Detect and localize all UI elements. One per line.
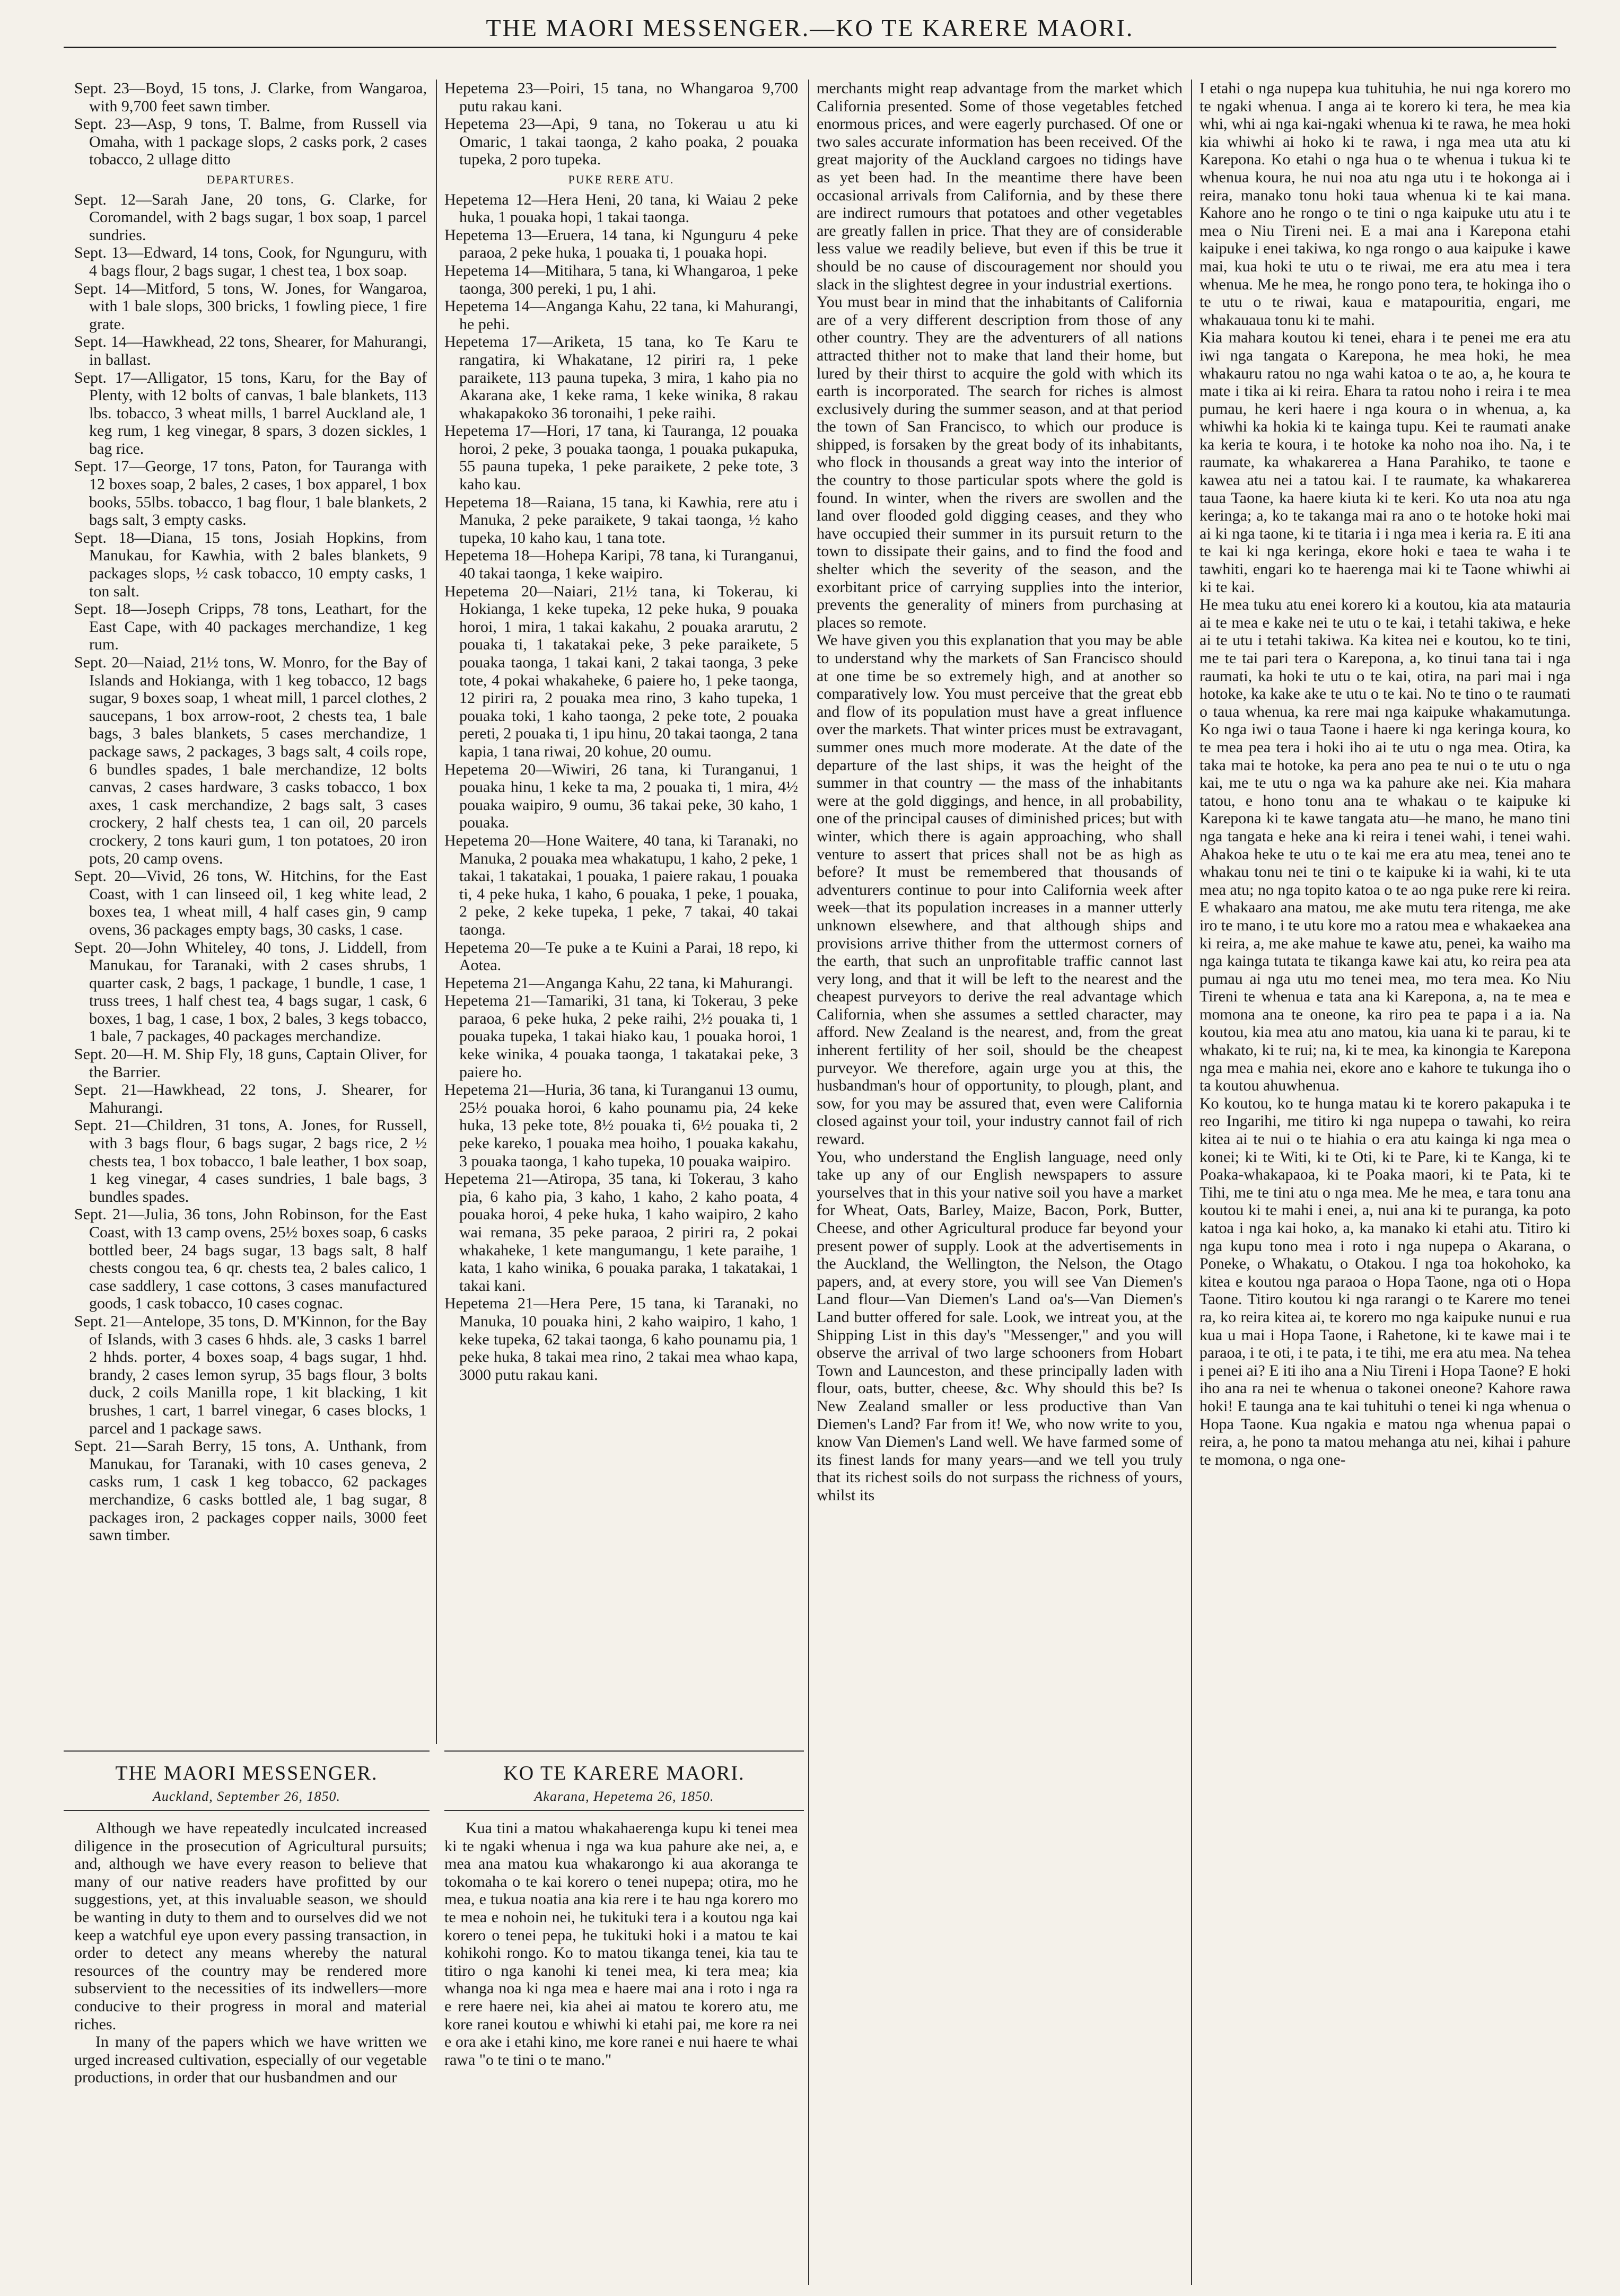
paragraph: Kua tini a matou whakahaerenga kupu ki tenei mea ki te ngaki whenua i nga wa kua pahure ake nei, a, e mea ana matou kua whakarongo ki aua akoranga te tokomaha o te kai korero o tenei nupepa; otira, mo he mea, e tukua noatia ana kia rere i te hau nga korero mo te mea e nohoin nei, he tukituki tera i a koutou nga kai korero o tenei pepa, he tukituki hoki i a matou te kai kohikohi rongo. Ko to matou tikanga tenei, kia tau te titiro o nga kanohi ki tenei mea, ki tera mea; kia whanga noa ki nga mea e haere mai ana i roto i nga ra e rere haere nei, kia ahei ai matou te korero atu, me kore ranei koutou e whiwhi ki etahi pai, me kore ra nei e ora ake i etahi kino, me kore ranei e nui haere te whai rawa "o te tini o te mano." [444,1819,798,2069]
paragraph: We have given you this explanation that you may be able to understand why the markets of San Francisco should at one time be so extremely high, and at another so comparatively low. You must perceive that the great ebb and flow of its population must have a great influence over the markets. That winter prices must be extravagant, summer ones much more moderate. At the date of the departure of the last ships, it was the height of the summer in that country — the mass of the inhabitants were at the gold diggings, and hence, in all probability, one of the principal causes of diminished prices; but with winter, which there is again approaching, who shall venture to assert that prices shall not be as high as before? It must be remembered that thousands of adventurers continue to pour into California week after week—that its population increases in a manner utterly unknown elsewhere, and that although ships and provisions arrive thither from the uttermost corners of the earth, that such an unprofitable traffic cannot last very long, and that it will be left to the nearest and the cheapest purveyors to derive the real advantage which California, when she assumes a settled character, may afford. New Zealand is the nearest, and, from the great inherent fertility of her soil, should be the cheapest purveyor. We therefore, again urge you at this, the husbandman's hour of opportunity, to plough, plant, and sow, for you may be assured that, even were California closed against your toil, your industry cannot fail of rich reward. [817,631,1183,1148]
paragraph: Hepetema 23—Api, 9 tana, no Tokerau u atu ki Omaric, 1 takai taonga, 2 kaho poaka, 2 pouaka tupeka, 2 poro tupeka. [444,115,798,169]
shipping-column-english [74,80,427,1544]
paragraph: Sept. 20—Vivid, 26 tons, W. Hitchins, for the East Coast, with 1 can linseed oil, 1 keg white lead, 2 boxes tea, 1 wheat mill, 4 half cases gin, 9 camp ovens, 36 packages empty bags, 30 casks, 1 case. [74,867,427,938]
paragraph: He mea tuku atu enei korero ki a koutou, kia ata matauria ai te mea e kake nei te utu o te kai, i tetahi takiwa, e heke ai te utu i tetahi takiwa. Ka kitea nei e koutou, ko te tini, me te tai pari tera o Karepona, a, ko tinui tana tai i nga raumati, ka hoki te utu o te kai, otira, na pari mai i nga hotoke, ka kake ake te utu o te kai. No te tino o te raumati o taua whenua, ka rere mai nga kaipuke whakamutunga. Ko nga iwi o taua Taone i haere ki nga keringa koura, ko te mea pea tera i hoki iho ai te utu o nga mea. Otira, ka taka mai te hotoke, ka pera ano pea te nui o te utu o nga kai, me te utu o nga wa ka pahure ake nei. Kia mahara tatou, e hono tonu ana te whakau o te kaipuke ki Karepona ki te kawe tangata atu—he mano, he mano tini nga tangata e heke ana ki reira i tenei wahi, i tenei wahi. Ahakoa heke te utu o te kai me era atu mea, tenei ano te whakau tonu nei te tini o te kaipuke ki ia wahi, ki te uta mea atu; no nga topito katoa o te ao nga puke rere ki reira. E whakaaro ana matou, me ake mutu tera ritenga, me ake iro te mano, i te utu kore mo a ratou mea e whakaekea ana ki reira, a, me ake mahue te kawe atu, penei, ka waiho ma nga kainga tutata te tikanga kawe kai atu, ko reira pea ata pumau ai nga utu mo tenei mea, mo tera mea. Ko Niu Tireni te whenua e tata ana ki Karepona, a, na te mea e momona ana te oneone, ka riro pea te papa i a ia. Na koutou, kia mea atu ano matou, kia uana ki te parau, ki te whakato, ki te rui; na, ki te mea, ka kinongia te Karepona nga mea e mahia nei, ekore ano e kahore te tukunga iho o ta koutou ahuwhenua. [1199,596,1571,1095]
paragraph: Sept. 20—H. M. Ship Fly, 18 guns, Captain Oliver, for the Barrier. [74,1045,427,1081]
paragraph: Sept. 21—Hawkhead, 22 tons, J. Shearer, for Mahurangi. [74,1081,427,1116]
paragraph: Sept. 21—Children, 31 tons, A. Jones, for Russell, with 3 bags flour, 6 bags sugar, 2 bags rice, 2 ½ chests tea, 1 box tobacco, 1 bale leather, 1 box soap, 1 keg vinegar, 4 cases sundries, 1 bale bags, 3 bundles spades. [74,1116,427,1206]
paragraph: In many of the papers which we have written we urged increased cultivation, especially of our vegetable productions, in order that our husbandmen and our [74,2033,427,2087]
paragraph: Sept. 21—Julia, 36 tons, John Robinson, for the East Coast, with 13 camp ovens, 25½ boxes soap, 6 casks bottled beer, 24 bags sugar, 13 bags salt, 8 half chests congou tea, 6 qr. chests tea, 2 bales calico, 1 case saddlery, 1 case cottons, 3 cases manufactured goods, 1 cask tobacco, 10 cases cognac. [74,1206,427,1313]
paragraph: DEPARTURES. [206,172,295,186]
shipping-column-maori [444,80,798,1384]
paragraph: Sept. 23—Boyd, 15 tons, J. Clarke, from Wangaroa, with 9,700 feet sawn timber. [74,80,427,115]
paragraph: Sept. 17—Alligator, 15 tons, Karu, for the Bay of Plenty, with 12 bolts of canvas, 1 bale blankets, 113 lbs. tobacco, 3 wheat mills, 1 barrel Auckland ale, 1 keg rum, 1 keg vinegar, 8 spars, 3 dozen sickles, 1 bag rice. [74,368,427,458]
masthead-english [64,1759,430,1806]
paragraph: Hepetema 23—Poiri, 15 tana, no Whangaroa 9,700 putu rakau kani. [444,80,798,115]
paragraph: Sept. 18—Joseph Cripps, 78 tons, Leathart, for the East Cape, with 40 packages merchandize, 1 keg rum. [74,600,427,654]
paragraph: Sept. 23—Asp, 9 tons, T. Balme, from Russell via Omaha, with 1 package slops, 2 casks pork, 2 cases tobacco, 2 ullage ditto [74,115,427,169]
paragraph: Sept. 14—Mitford, 5 tons, W. Jones, for Wangaroa, with 1 bale slops, 300 bricks, 1 fowling piece, 1 fire grate. [74,279,427,333]
paragraph: Hepetema 21—Anganga Kahu, 22 tana, ki Mahurangi. [444,974,793,992]
divider [64,1750,430,1752]
paragraph: Sept. 21—Antelope, 35 tons, D. M'Kinnon, for the Bay of Islands, with 3 cases 6 hhds. ale, 3 casks 1 barrel 2 hhds. porter, 4 boxes soap, 4 bags sugar, 1 hhd. brandy, 2 cases lemon syrup, 35 bags flour, 3 bolts duck, 2 coils Manilla rope, 1 kit blacking, 1 kit brushes, 1 cart, 1 barrel vinegar, 6 cases blocks, 1 parcel and 1 package saws. [74,1312,427,1437]
dateline: Auckland, September 26, 1850. [153,1789,340,1804]
paragraph: I etahi o nga nupepa kua tuhituhia, he nui nga korero mo te ngaki whenua. I anga ai te korero ki tera, he mea kia whi, whi ai nga kai-ngaki whenua ki te rawa, he mea hoki kia whiwhi ai hoko ki te rawa, i nga mea uta atu ki Karepona. Ko etahi o nga hua o te whenua i tukua ki te whenua koura, he nui noa atu nga utu i te hokonga ai i reira, manako tonu hoki taua whenua ki te kai mana. Kahore ano he rongo o te tini o nga kaipuke utu atu i te mea o Niu Tireni nei. E a mai ana i Karepona etahi kaipuke i enei takiwa, ko nga rongo o aua kaipuke i kawe mai, kua hoki te utu o te riwai, me era atu mea i tera whenua. Me he mea, he rongo pono tera, te hokinga iho o te utu o te riwai, kaua e matapouritia, engari, me whakauaua tonu ki te mahi. [1199,80,1571,329]
paragraph: Hepetema 12—Hera Heni, 20 tana, ki Waiau 2 peke huka, 1 pouaka hopi, 1 takai taonga. [444,190,798,226]
paper-title: THE MAORI MESSENGER. [115,1762,378,1784]
column-rule [808,80,809,2285]
dateline: Akarana, Hepetema 26, 1850. [534,1789,714,1804]
paragraph: Hepetema 20—Wiwiri, 26 tana, ki Turanganui, 1 pouaka hinu, 1 keke ta ma, 2 pouaka ti, 1 mira, 4½ pouaka waipiro, 9 oumu, 36 takai peke, 30 kaho, 1 pouaka. [444,760,798,832]
paragraph: Sept. 21—Sarah Berry, 15 tons, A. Unthank, from Manukau, for Taranaki, with 10 cases geneva, 2 casks rum, 1 cask 1 keg tobacco, 62 packages merchandize, 6 casks bottled ale, 1 bag sugar, 8 packages iron, 2 packages copper nails, 3000 feet sawn timber. [74,1437,427,1544]
paragraph: Sept. 17—George, 17 tons, Paton, for Tauranga with 12 boxes soap, 2 bales, 2 cases, 1 box apparel, 1 box books, 55lbs. tobacco, 1 bag flour, 1 bale blankets, 2 bags salt, 3 empty casks. [74,458,427,529]
paragraph: Ko koutou, ko te hunga matau ki te korero pakapuka i te reo Ingarihi, me titiro ki nga nupepa o tawahi, ko reira kitea ai te nui o te hiahia o era atu kainga ki nga mea o konei; ki te Witi, ki te Oti, ki te Pare, ki te Kanga, ki te Poaka-whakapaoa, ki te Poaka maori, ki te Pata, ki te Tihi, me te tini atu o nga mea. Me he mea, e tara tonu ana koutou ki te mahi i enei, a, nui ana ki te puranga, ka poto katoa i nga kai hoko, a, ka manako ki etahi atu. Titiro ki nga kupu tono mea i roto i nga nupepa o Akarana, o Poneke, o Whakatu, o Otakou. I nga toa hokohoko, ka kitea e koutou nga paraoa o Hopa Taone, nga oti o Hopa Taone. Titiro koutou ki nga rarangi o te Karere mo tenei ra, ko reira kitea ai, te korero mo nga kaipuke nunui e rua kua u mai i Hopa Taone, i Rahetone, ki te kawe mai i te paraoa, i te oti, i te pata, i te tihi, me era atu mea. Na tehea i penei ai? E iti iho ana a Niu Tireni i Hopa Taone? E hoki iho ana ra nei te whenua o takonei oneone? Kahore rawa hoki! E taunga ana te kai tuhituhi o tenei ki nga whenua o Hopa Taone. Kua ngakia e matou nga whenua papai o reira, a, he pono ta matou mehanga atu nei, kihai i pahure te momona, o nga one- [1199,1094,1571,1468]
paragraph: Hepetema 21—Tamariki, 31 tana, ki Tokerau, 3 peke paraoa, 6 peke huka, 2 peke raihi, 2½ pouaka ti, 1 pouaka tupeka, 1 takai hiako kau, 1 pouaka horoi, 1 keke winika, 4 pouaka taonga, 1 takatakai peke, 3 paiere ho. [444,992,798,1081]
paragraph: Hepetema 17—Ariketa, 15 tana, ko Te Karu te rangatira, ki Whakatane, 12 piriri ra, 1 peke paraikete, 113 pauna tupeka, 3 mira, 1 kaho pia no Akarana ake, 1 keke rama, 1 keke winika, 8 rakau whakapakoko 36 toronaihi, 1 peke raihi. [444,333,798,422]
paragraph: You, who understand the English language, need only take up any of our English newspapers to assure yourselves that in this your native soil you have a market for Wheat, Oats, Barley, Maize, Bacon, Pork, Butter, Cheese, and other Agricultural produce far beyond your present power of supply. Look at the advertisements in the Auckland, the Wellington, the Nelson, the Otago papers, and, at every store, you will see Van Diemen's Land flour—Van Diemen's Land oa's—Van Diemen's Land butter offered for sale. Look, we intreat you, at the Shipping List in this day's "Messenger," and you will observe the arrival of two large schooners from Hobart Town and Launceston, and these principally laden with flour, oats, butter, cheese, &c. Why should this be? Is New Zealand smaller or less productive than Van Diemen's Land? Far from it! We, who now write to you, know Van Diemen's Land well. We have farmed some of its finest lands for many years—and we tell you truly that its richest soils do not surpass the richness of yours, whilst its [817,1148,1183,1504]
paragraph: Sept. 14—Hawkhead, 22 tons, Shearer, for Mahurangi, in ballast. [74,333,427,368]
leader-article-maori [444,1819,798,2069]
paragraph: Sept. 20—John Whiteley, 40 tons, J. Liddell, from Manukau, for Taranaki, with 2 cases shrubs, 1 quarter cask, 2 bags, 1 package, 1 bundle, 1 case, 1 truss trees, 1 half chest tea, 4 bags sugar, 1 cask, 6 boxes, 1 bag, 1 case, 1 box, 2 bales, 3 kegs tobacco, 1 bale, 7 packages, 40 packages merchandize. [74,938,427,1045]
divider [444,1750,804,1752]
paragraph: Hepetema 20—Te puke a te Kuini a Parai, 18 repo, ki Aotea. [444,938,798,974]
paragraph: Hepetema 17—Hori, 17 tana, ki Tauranga, 12 pouaka horoi, 2 peke, 3 pouaka taonga, 1 pouaka pukapuka, 55 pauna tupeka, 1 peke paraikete, 2 peke tote, 3 kaho kau. [444,422,798,494]
paragraph: Hepetema 20—Naiari, 21½ tana, ki Tokerau, ki Hokianga, 1 keke tupeka, 12 peke huka, 9 pouaka horoi, 1 mira, 1 takai kakahu, 2 pouaka ararutu, 2 pouaka ti, 1 takatakai peke, 3 peke paraikete, 5 pouaka taonga, 1 takai kani, 2 takai taonga, 3 peke tote, 4 pokai whakaheke, 6 paiere ho, 1 peke taonga, 12 piriri ra, 2 pouaka mea rino, 3 kaho tupeka, 1 pouaka toki, 1 kaho taonga, 2 peke tote, 2 pouaka pereti, 2 pouaka ti, 1 ipu hinu, 20 takai taonga, 2 tana kapia, 1 tana riwai, 20 kohue, 20 oumu. [444,582,798,760]
paragraph: Sept. 20—Naiad, 21½ tons, W. Monro, for the Bay of Islands and Hokianga, with 1 keg tobacco, 12 bags sugar, 9 boxes soap, 1 wheat mill, 1 parcel clothes, 2 saucepans, 1 box arrow-root, 2 chests tea, 1 bale bags, 3 bales blankets, 5 cases merchandize, 1 package saws, 2 packages, 3 bags salt, 4 coils rope, 6 bundles spades, 1 bale merchandize, 12 bolts canvas, 2 cases hardware, 3 casks tobacco, 1 box axes, 1 cask merchandize, 2 bags salt, 3 cases crockery, 2 half chests tea, 1 can oil, 20 parcels crockery, 2 tons kauri gum, 1 ton potatoes, 20 iron pots, 20 camp ovens. [74,654,427,867]
paper-title: KO TE KARERE MAORI. [503,1762,745,1784]
paragraph: Sept. 12—Sarah Jane, 20 tons, G. Clarke, for Coromandel, with 2 bags sugar, 1 box soap, 1 parcel sundries. [74,190,427,244]
paragraph: Hepetema 18—Raiana, 15 tana, ki Kawhia, rere atu i Manuka, 2 peke paraikete, 9 takai taonga, ½ kaho tupeka, 10 kaho kau, 1 tana tote. [444,493,798,547]
essay-column-english [817,80,1183,1505]
essay-column-maori [1199,80,1571,1468]
paragraph: Although we have repeatedly inculcated increased diligence in the prosecution of Agricultural pursuits; and, although we have every reason to believe that many of our native readers have profitted by our suggestions, yet, at this invaluable season, we should be wanting in duty to them and to ourselves did we not keep a watchful eye upon every passing transaction, in order to detect any means whereby the natural resources of the country may be rendered more subservient to the necessities of its indwellers—more conducive to their progress in moral and material riches. [74,1819,427,2033]
masthead-maori [444,1759,804,1806]
column-rule [1191,80,1192,2285]
paragraph: Hepetema 21—Huria, 36 tana, ki Turanganui 13 oumu, 25½ pouaka horoi, 6 kaho pounamu pia, 24 keke huka, 13 peke tote, 8½ pouaka ti, 6½ pouaka ti, 2 peke kareko, 1 pouaka mea hoiho, 1 pouaka kakahu, 3 pouaka taonga, 1 kaho tupeka, 10 pouaka waipiro. [444,1081,798,1170]
paragraph: Hepetema 14—Anganga Kahu, 22 tana, ki Mahurangi, he pehi. [444,297,798,333]
paragraph: merchants might reap advantage from the market which California presented. Some of those vegetables fetched enormous prices, and were eagerly purchased. Of one or two sales accurate information has been received. Of the great majority of the Auckland cargoes no tidings have as yet been had. In the meantime there have been occasional arrivals from California, and by these there are indirect rumours that potatoes and other vegetables are greatly fallen in price. That they are of considerable less value we readily believe, but even if this be true it should be no cause of discouragement nor should you slack in the slightest degree in your industrial exertions. [817,80,1183,293]
leader-article-english [74,1819,427,2087]
paragraph: Hepetema 21—Atiropa, 35 tana, ki Tokerau, 3 kaho pia, 6 kaho pia, 3 kaho, 1 kaho, 2 kaho poata, 4 pouaka horoi, 4 peke huka, 1 kaho waipiro, 2 kaho wai remana, 35 peke paraoa, 2 piriri ra, 2 pokai whakaheke, 1 kete mangumangu, 1 kete paraihe, 1 kata, 1 kaho winika, 6 pouaka paraka, 1 takatakai, 1 takai kani. [444,1170,798,1295]
masthead: THE MAORI MESSENGER.—KO TE KARERE MAORI. [64,10,1556,48]
paragraph: PUKE RERE ATU. [568,172,675,186]
column-rule [436,80,437,1744]
paragraph: Sept. 18—Diana, 15 tons, Josiah Hopkins, from Manukau, for Kawhia, with 2 bales blankets, 9 packages slops, ½ cask tobacco, 10 empty casks, 1 ton salt. [74,529,427,600]
paragraph: Hepetema 18—Hohepa Karipi, 78 tana, ki Turanganui, 40 takai taonga, 1 keke waipiro. [444,547,798,583]
divider [444,1810,804,1811]
paragraph: Hepetema 13—Eruera, 14 tana, ki Ngunguru 4 peke paraoa, 2 peke huka, 1 pouaka ti, 1 pouaka hopi. [444,226,798,262]
paragraph: Kia mahara koutou ki tenei, ehara i te penei me era atu iwi nga tangata o Karepona, he mea hoki, he mea whakauru ratou no nga wahi katoa o te ao, a, he koura te mate i tika ai ki reira. Ehara ta ratou noho i reira i te mea pumau, he keri haere i nga koura o in whenua, a, ka whiwhi ka hokia ki te kainga tupu. Kei te raumati anake ka keria te koura, i te hotoke ka noho noa iho. Na, i te raumate, ka whakarerea a Hana Parahiko, te taone e kawea atu nei a tatou kai. I te raumate, ka whakarerea taua Taone, ka haere kiuta ki te keri. Ko uta noa atu nga keringa; a, ko te takanga mai ra ano o te hotoke hoki mai ai ki nga taone, ki te titaria i i nga mea i keria ra. E iti ana te kai ki nga keringa, ekore hoki e taea te waha i te tawhiti, engari ko te haerenga mai ki te Taone whiwhi ai ki te kai. [1199,329,1571,596]
divider [64,1810,430,1811]
paragraph: You must bear in mind that the inhabitants of California are of a very different description from those of any other country. They are the adventurers of all nations attracted thither not to make that land their home, but lured by their thirst to acquire the gold with which its earth is incorporated. The search for riches is almost exclusively during the summer season, and at that period the town of San Francisco, to which our produce is shipped, is forsaken by the great body of its inhabitants, who flock in thousands a great way into the interior of the country to those particular spots where the gold is found. In winter, when the rivers are swollen and the land over flooded gold digging ceases, and they who have occupied their summer in its pursuit return to the town to dissipate their gains, and to find the food and shelter which the severity of the season, and the exorbitant price of carrying supplies into the interior, prevents the generality of miners from purchasing at places so remote. [817,293,1183,631]
paragraph: Hepetema 21—Hera Pere, 15 tana, ki Taranaki, no Manuka, 10 pouaka hini, 2 kaho waipiro, 1 kaho, 1 keke tupeka, 62 takai taonga, 6 kaho pounamu pia, 1 peke huka, 8 takai mea rino, 2 takai mea whao kapa, 3000 putu rakau kani. [444,1295,798,1384]
paragraph: Sept. 13—Edward, 14 tons, Cook, for Ngunguru, with 4 bags flour, 2 bags sugar, 1 chest tea, 1 box soap. [74,244,427,279]
paragraph: Hepetema 20—Hone Waitere, 40 tana, ki Taranaki, no Manuka, 2 pouaka mea whakatupu, 1 kaho, 2 peke, 1 takai, 1 takatakai, 1 pouaka, 1 paiere rakau, 1 pouaka ti, 4 peke huka, 1 kaho, 6 pouaka, 1 peke, 1 pouaka, 2 peke, 2 keke tupeka, 1 peke, 7 takai, 40 takai taonga. [444,831,798,938]
paragraph: Hepetema 14—Mitihara, 5 tana, ki Whangaroa, 1 peke taonga, 300 pereki, 1 pu, 1 ahi. [444,261,798,297]
